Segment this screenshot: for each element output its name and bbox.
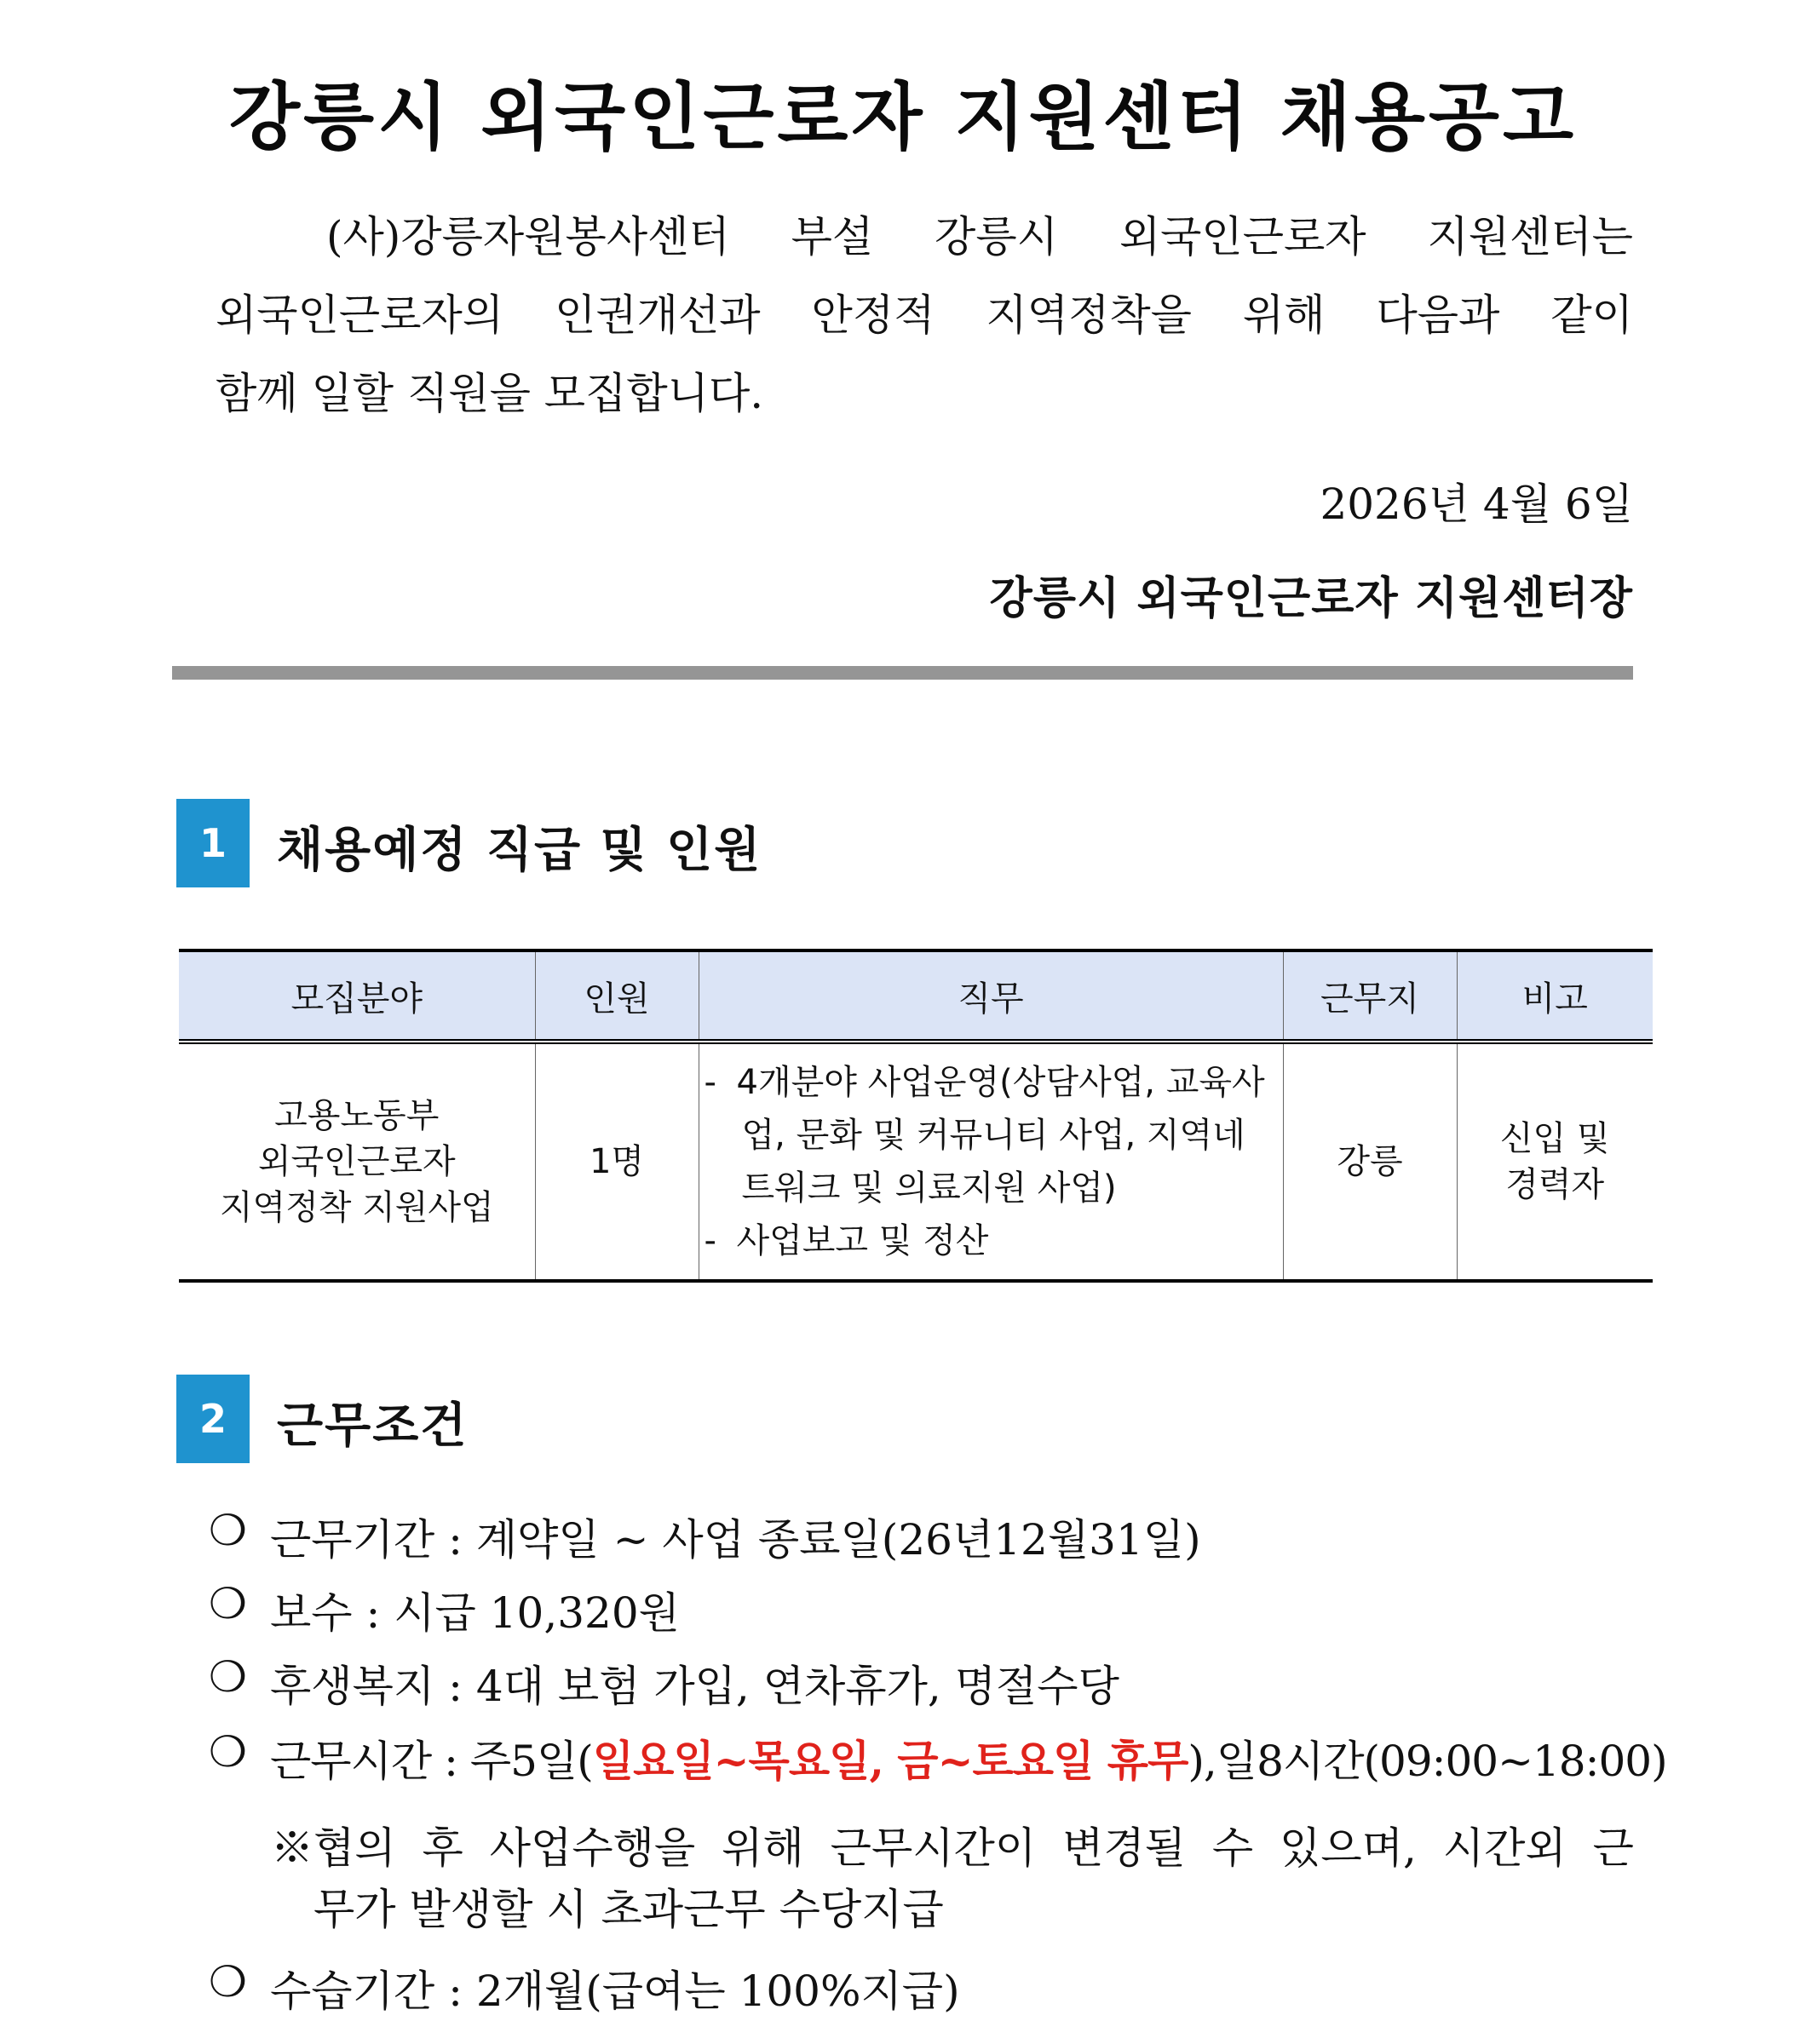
intro-line-2 — [216, 276, 1633, 354]
header-field: 모집분야 — [179, 950, 535, 1042]
note-word: 수 — [1211, 1823, 1254, 1873]
intro-word: 같이 — [1550, 290, 1633, 340]
duty-item — [705, 1056, 1280, 1214]
intro-word: 지역정착을 — [986, 290, 1192, 340]
condition-period: 근무기간 : 계약일 ~ 사업 종료일(26년12월31일) — [270, 1515, 1201, 1565]
note-word: 근 — [1592, 1823, 1634, 1873]
notice-signer: 강릉시 외국인근로자 지원센터장 — [989, 572, 1633, 624]
section-divider — [172, 666, 1633, 680]
header-count: 인원 — [535, 950, 699, 1042]
note-word: 있으며, — [1280, 1823, 1417, 1873]
circle-bullet-icon: ❍ — [209, 1506, 247, 1555]
hours-note — [271, 1817, 1634, 1940]
intro-word: 부설 — [791, 212, 874, 261]
cell-duty — [699, 1042, 1283, 1281]
note-word: 위해 — [722, 1823, 804, 1873]
page-title: 강릉시 외국인근로자 지원센터 채용공고 — [228, 75, 1578, 160]
note-line: 신입 및 — [1499, 1119, 1610, 1158]
condition-probation: 수습기간 : 2개월(급여는 100%지급) — [270, 1966, 960, 2016]
work-conditions-list-continued — [209, 1957, 1633, 2018]
field-line: 외국인근로자 — [257, 1142, 456, 1181]
intro-word: 외국인근로자 — [1119, 212, 1366, 261]
table-header-row — [179, 950, 1653, 1042]
duty-text — [737, 1214, 989, 1267]
intro-word: 안정적 — [811, 290, 935, 340]
list-item — [209, 1652, 1633, 1727]
duty-text — [737, 1056, 1265, 1214]
field-line: 지역정착 지원사업 — [219, 1188, 494, 1227]
condition-hours-suffix: ),일8시간(09:00~18:00) — [1188, 1737, 1667, 1786]
note-line-1 — [271, 1817, 1634, 1879]
intro-word: 외국인근로자의 — [216, 290, 504, 340]
circle-bullet-icon: ❍ — [209, 1652, 247, 1702]
header-duty: 직무 — [699, 950, 1283, 1042]
cell-field — [179, 1042, 535, 1281]
note-word: 사업수행을 — [489, 1823, 696, 1873]
intro-paragraph — [216, 198, 1633, 433]
intro-word: 인권개선과 — [555, 290, 761, 340]
list-item — [209, 1506, 1633, 1579]
note-word: 시간외 — [1442, 1823, 1567, 1873]
note-word: 변경될 — [1062, 1823, 1186, 1873]
note-word: ※협의 — [271, 1823, 396, 1873]
circle-bullet-icon: ❍ — [209, 1727, 246, 1777]
duty-line: 업, 문화 및 커뮤니티 사업, 지역네 — [741, 1116, 1245, 1155]
work-conditions-list — [209, 1506, 1667, 1800]
cell-count: 1명 — [535, 1042, 699, 1281]
duty-line: 트워크 및 의료지원 사업) — [741, 1168, 1117, 1208]
header-note: 비고 — [1457, 950, 1653, 1042]
circle-bullet-icon: ❍ — [209, 1957, 247, 2007]
intro-word: 위해 — [1242, 290, 1326, 340]
list-item — [209, 1727, 1667, 1800]
section-2-number-badge: 2 — [176, 1375, 250, 1463]
table-row — [179, 1042, 1653, 1281]
section-1-number-badge: 1 — [176, 799, 250, 887]
section-1-title: 채용예정 직급 및 인원 — [277, 823, 762, 878]
section-2-title: 근무조건 — [277, 1398, 469, 1454]
header-location: 근무지 — [1283, 950, 1457, 1042]
duty-line: 4개분야 사업운영(상담사업, 교육사 — [736, 1063, 1265, 1102]
recruitment-table — [179, 949, 1653, 1283]
duty-item — [705, 1214, 1280, 1267]
intro-word: 강릉시 — [935, 212, 1058, 261]
condition-pay: 보수 : 시급 10,320원 — [270, 1588, 680, 1638]
condition-hours-prefix: 근무시간 : 주5일( — [270, 1737, 593, 1786]
circle-bullet-icon: ❍ — [209, 1579, 247, 1628]
note-word: 근무시간이 — [830, 1823, 1037, 1873]
note-line: 경력자 — [1505, 1165, 1605, 1204]
intro-word: (사)강릉자원봉사센터 — [326, 212, 730, 261]
list-item — [209, 1957, 1633, 2018]
intro-word: 지원센터는 — [1427, 212, 1633, 261]
note-word: 후 — [422, 1823, 463, 1873]
cell-location: 강릉 — [1283, 1042, 1457, 1281]
duty-line: 사업보고 및 정산 — [736, 1221, 989, 1260]
field-line: 고용노동부 — [274, 1096, 440, 1135]
duty-dash: - — [704, 1221, 716, 1260]
intro-line-3: 함께 일할 직원을 모집합니다. — [216, 369, 764, 418]
notice-date: 2026년 4월 6일 — [1320, 479, 1633, 529]
intro-line-1 — [216, 198, 1633, 276]
cell-note — [1457, 1042, 1653, 1281]
condition-hours-highlight: 일요일~목요일, 금~토요일 휴무 — [592, 1736, 1188, 1786]
list-item — [209, 1579, 1633, 1652]
duty-dash: - — [704, 1063, 716, 1102]
intro-word: 다음과 — [1376, 290, 1500, 340]
note-line-2: 무가 발생할 시 초과근무 수당지급 — [313, 1885, 944, 1934]
condition-welfare: 후생복지 : 4대 보험 가입, 연차휴가, 명절수당 — [270, 1662, 1119, 1711]
